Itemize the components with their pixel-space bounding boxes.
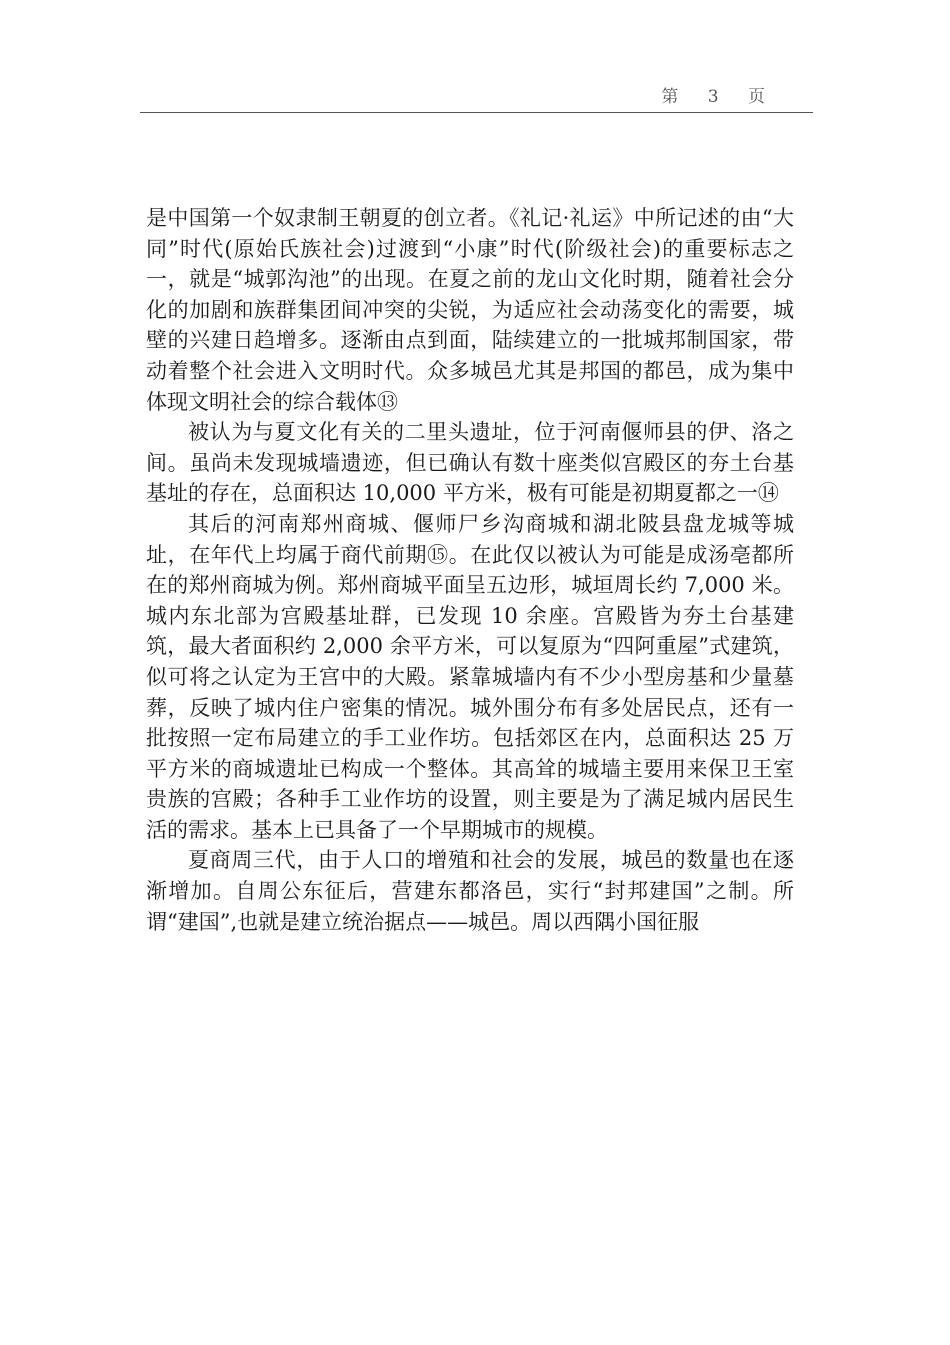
paragraph: 是中国第一个奴隶制王朝夏的创立者。《礼记·礼运》中所记述的由“大同”时代(原始氏族社会)过渡到“小康”时代(阶级社会)的重要标志之一，就是“城郭沟池”的出现。在夏之前的龙山文化时期，随着社会分化的加剧和族群集团间冲突的尖锐，为适应社会动荡变化的需要，城壁的兴建日趋增多。逐渐由点到面，陆续建立的一批城邦制国家，带动着整个社会进入文明时代。众多城邑尤其是邦国的都邑，成为集中体现文明社会的综合载体⑬ <box>146 206 794 414</box>
page-header <box>140 82 813 113</box>
paragraph: 被认为与夏文化有关的二里头遗址，位于河南偃师县的伊、洛之间。虽尚未发现城墙遗迹，但已确认有数十座类似宫殿区的夯土台基基址的存在，总面积达 10,000 平方米，极有可能是初期夏都之一⑭ <box>146 420 794 506</box>
paragraph: 夏商周三代，由于人口的增殖和社会的发展，城邑的数量也在逐渐增加。自周公东征后，营建东都洛邑，实行“封邦建国”之制。所谓“建国”,也就是建立统治据点——城邑。周以西隅小国征服 <box>146 848 794 934</box>
paragraph: 其后的河南郑州商城、偃师尸乡沟商城和湖北陂县盘龙城等城址，在年代上均属于商代前期⑮。在此仅以被认为可能是成汤亳都所在的郑州商城为例。郑州商城平面呈五边形，城垣周长约 7,000 米。城内东北部为宫殿基址群，已发现 10 余座。宫殿皆为夯土台基建筑，最大者面积约 2,000 余平方米，可以复原为“四阿重屋”式建筑，似可将之认定为王宫中的大殿。紧靠城墙内有不少小型房基和少量墓葬，反映了城内住户密集的情况。城外围分布有多处居民点，还有一批按照一定布局建立的手工业作坊。包括郊区在内，总面积达 25 万平方米的商城遗址已构成一个整体。其高耸的城墙主要用来保卫王室贵族的宫殿；各种手工业作坊的设置，则主要是为了满足城内居民生活的需求。基本上已具备了一个早期城市的规模。 <box>146 511 794 842</box>
body-text <box>146 203 794 937</box>
page-number: 第 3 页 <box>661 87 777 107</box>
